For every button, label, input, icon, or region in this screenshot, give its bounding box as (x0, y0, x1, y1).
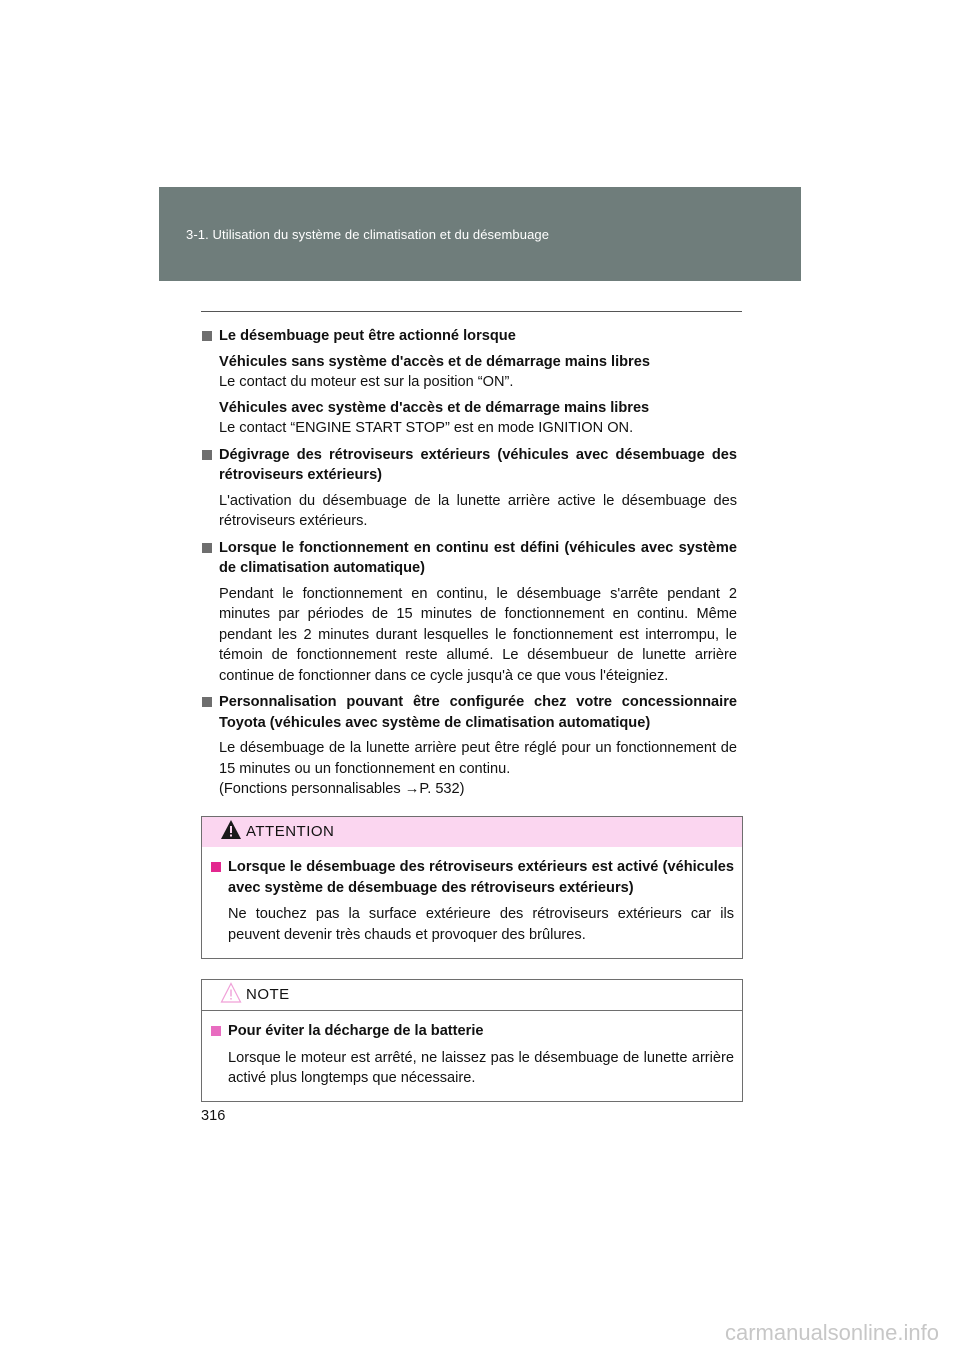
main-content (201, 326, 737, 806)
page-number: 316 (201, 1108, 226, 1124)
square-bullet-icon (202, 450, 212, 460)
site-watermark: carmanualsonline.info (724, 1320, 939, 1345)
warning-triangle-icon (220, 819, 242, 841)
topic-heading: Le désembuage peut être actionné lorsque (219, 328, 516, 344)
square-bullet-icon (202, 331, 212, 341)
square-bullet-icon (211, 1026, 221, 1036)
paragraph: Pendant le fonctionnement en continu, le désembuage s'arrête pendant 2 minutes par périodes de 15 minutes de fonctionnement en continu. Même pendant les 2 minutes durant lesquelles le fonctionnement est interrompu, le témoin de fonctionnement reste allumé. Le désembueur de lunette arrière continue de fonctionner dans ce cycle jusqu'à ce que vous l'éteigniez. (219, 585, 737, 684)
note-header (202, 980, 742, 1011)
paragraph: Le désembuage de la lunette arrière peut être réglé pour un fonctionnement de 15 minutes ou un fonctionnement en continu. (219, 740, 737, 777)
note-title: NOTE (246, 986, 290, 1003)
subheading: Véhicules sans système d'accès et de démarrage mains libres (219, 353, 650, 370)
section-header-band (159, 187, 801, 281)
attention-header (202, 817, 742, 847)
attention-box (201, 816, 743, 959)
square-bullet-icon (211, 862, 221, 872)
attention-heading: Lorsque le désembuage des rétroviseurs extérieurs est activé (véhicules avec système de désembuage des rétroviseurs extérieurs) (228, 859, 734, 896)
topic-heading: Lorsque le fonctionnement en continu est défini (véhicules avec système de climatisation automatique) (219, 539, 737, 576)
note-box (201, 979, 743, 1102)
section-title: 3-1. Utilisation du système de climatisation et du désembuage (186, 227, 550, 242)
subheading: Véhicules avec système d'accès et de démarrage mains libres (219, 399, 650, 416)
divider-rule (201, 311, 742, 312)
note-text: Lorsque le moteur est arrêté, ne laissez pas le désembuage de lunette arrière activé plus longtemps que nécessaire. (228, 1049, 734, 1086)
topic-continuous-operation (201, 538, 737, 687)
caution-triangle-icon (220, 982, 242, 1004)
topic-heading: Dégivrage des rétroviseurs extérieurs (véhicules avec désembuage des rétroviseurs extérieurs) (219, 446, 737, 483)
topic-customization (201, 692, 737, 800)
page-reference-link[interactable]: (Fonctions personnalisables →P. 532) (219, 781, 465, 797)
attention-text: Ne touchez pas la surface extérieure des rétroviseurs extérieurs car ils peuvent devenir très chauds et provoquer des brûlures. (228, 906, 734, 943)
paragraph: L'activation du désembuage de la lunette arrière active le désembuage des rétroviseurs extérieurs. (219, 492, 737, 529)
topic-mirror-defroster (201, 445, 737, 532)
topic-heading: Personnalisation pouvant être configurée chez votre concessionnaire Toyota (véhicules avec système de climatisation automatique) (219, 694, 737, 731)
paragraph: Le contact du moteur est sur la position “ON”. (219, 374, 514, 390)
topic-defogger-conditions (201, 326, 737, 439)
paragraph: Le contact “ENGINE START STOP” est en mode IGNITION ON. (219, 420, 634, 436)
attention-title: ATTENTION (246, 823, 335, 840)
note-heading: Pour éviter la décharge de la batterie (228, 1023, 484, 1039)
square-bullet-icon (202, 697, 212, 707)
square-bullet-icon (202, 543, 212, 553)
